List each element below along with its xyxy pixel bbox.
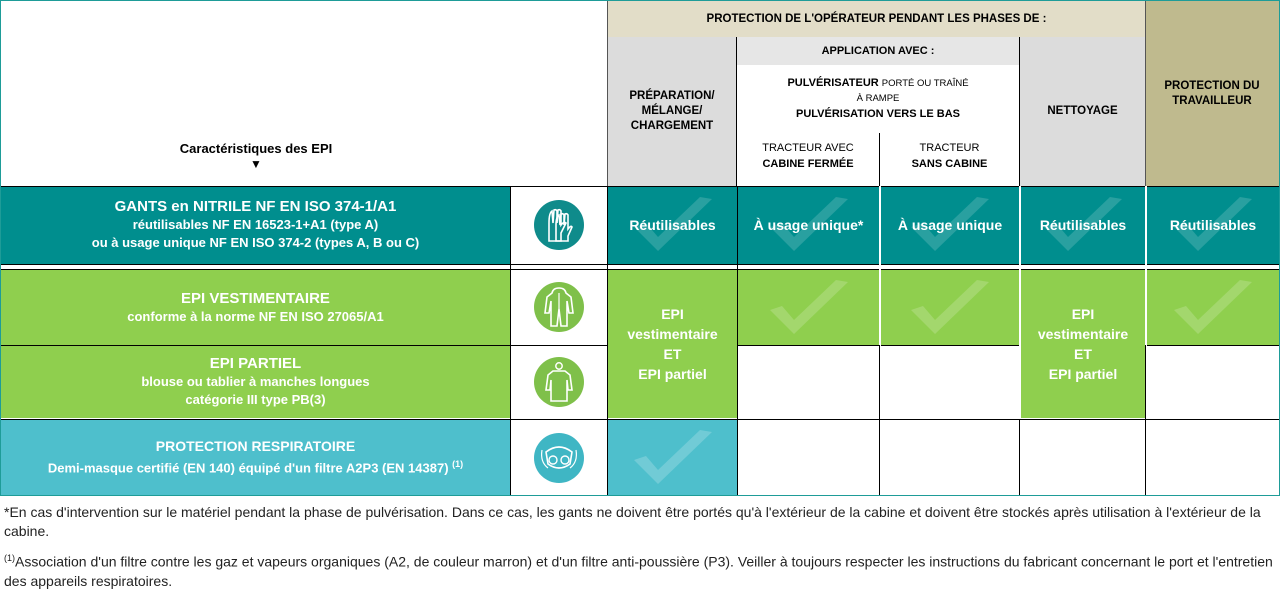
clothing-value-nocab xyxy=(881,270,1019,345)
preparation-header: PRÉPARATION/ MÉLANGE/ CHARGEMENT xyxy=(608,37,736,186)
gloves-value-cab: À usage unique* xyxy=(738,186,879,264)
divider xyxy=(607,1,608,186)
merged-value-preparation: EPI vestimentaire ET EPI partiel xyxy=(608,270,737,418)
sprayer-header: PULVÉRISATEUR PORTÉ OU TRAÎNÉ À RAMPE PULVÉRISATION VERS LE BAS xyxy=(787,77,969,120)
clothing-icon-cell xyxy=(511,270,607,344)
partial-value-worker xyxy=(1147,346,1279,418)
gloves-label: GANTS en NITRILE NF EN ISO 374-1/A1 réutilisables NF EN 16523-1+A1 (type A) ou à usage unique NF EN ISO 374-2 (types A, B ou C) xyxy=(1,186,510,264)
cleaning-header: NETTOYAGE xyxy=(1020,37,1145,186)
partial-icon-cell xyxy=(511,346,607,418)
grid-line xyxy=(510,186,511,496)
gloves-icon-cell xyxy=(511,187,607,263)
respiratory-value-cab xyxy=(738,420,879,495)
tractor-cab-header: TRACTEUR AVEC CABINE FERMÉE xyxy=(762,142,854,170)
divider xyxy=(1019,37,1020,186)
grid-line xyxy=(1145,345,1280,346)
grid-line xyxy=(0,186,1280,187)
footnote-filter: $^{(1)}$Association d'un filtre contre les gaz et vapeurs organiques (A2, de couleur marron) et d'un filtre anti-poussière (P3). Veiller à toujours respecter les instructions du fabricant concernant le port et l'entretien des appareils respiratoires. xyxy=(4,553,1273,589)
gloves-value-cleaning: Réutilisables xyxy=(1021,186,1145,264)
clothing-label: EPI VESTIMENTAIRE conforme à la norme NF EN ISO 27065/A1 xyxy=(1,270,510,345)
grid-line xyxy=(879,345,880,496)
coverall-icon xyxy=(534,282,584,332)
partial-value-cab xyxy=(738,346,879,418)
apron-icon xyxy=(534,357,584,407)
respirator-mask-icon xyxy=(534,433,584,483)
grid-line xyxy=(1145,345,1146,496)
respiratory-value-worker xyxy=(1147,420,1279,495)
respiratory-icon-cell xyxy=(511,420,607,495)
application-header: APPLICATION AVEC : xyxy=(737,37,1019,65)
partial-value-nocab xyxy=(881,346,1019,418)
clothing-value-worker xyxy=(1147,270,1279,345)
grid-line xyxy=(0,419,1280,420)
gloves-icon xyxy=(534,200,584,250)
gloves-value-preparation: Réutilisables xyxy=(608,186,737,264)
gloves-value-nocab: À usage unique xyxy=(881,186,1019,264)
worker-protection-header: PROTECTION DU TRAVAILLEUR xyxy=(1145,1,1279,186)
grid-line xyxy=(607,186,608,496)
clothing-value-cab xyxy=(738,270,879,345)
respiratory-label: PROTECTION RESPIRATOIRE Demi-masque certifié (EN 140) équipé d'un filtre A2P3 (EN 14387) $^{(1)}$ xyxy=(1,420,510,495)
tractor-nocab-header: TRACTEUR SANS CABINE xyxy=(911,142,988,170)
grid-line xyxy=(0,345,608,346)
characteristics-header: Caractéristiques des EPI ▼ xyxy=(179,141,333,171)
divider xyxy=(879,133,880,186)
grid-line xyxy=(737,186,738,496)
respiratory-value-preparation xyxy=(608,420,737,495)
grid-line xyxy=(0,264,1280,265)
divider xyxy=(736,37,737,186)
respiratory-value-nocab xyxy=(881,420,1019,495)
grid-line xyxy=(1019,420,1020,496)
gloves-value-worker: Réutilisables xyxy=(1147,186,1279,264)
partial-label: EPI PARTIEL blouse ou tablier à manches longues catégorie III type PB(3) xyxy=(1,346,510,418)
respiratory-value-cleaning xyxy=(1021,420,1145,495)
phases-title: PROTECTION DE L'OPÉRATEUR PENDANT LES PHASES DE : xyxy=(608,1,1145,37)
divider xyxy=(1145,1,1146,186)
footnote-gloves: *En cas d'intervention sur le matériel pendant la phase de pulvérisation. Dans ce cas, les gants ne doivent être portés qu'à l'extérieur de la cabine et doivent être stockés après utilisation à l'extérieur de la cabine. xyxy=(4,504,1261,539)
merged-value-cleaning: EPI vestimentaire ET EPI partiel xyxy=(1021,270,1145,418)
grid-line xyxy=(0,269,1280,270)
